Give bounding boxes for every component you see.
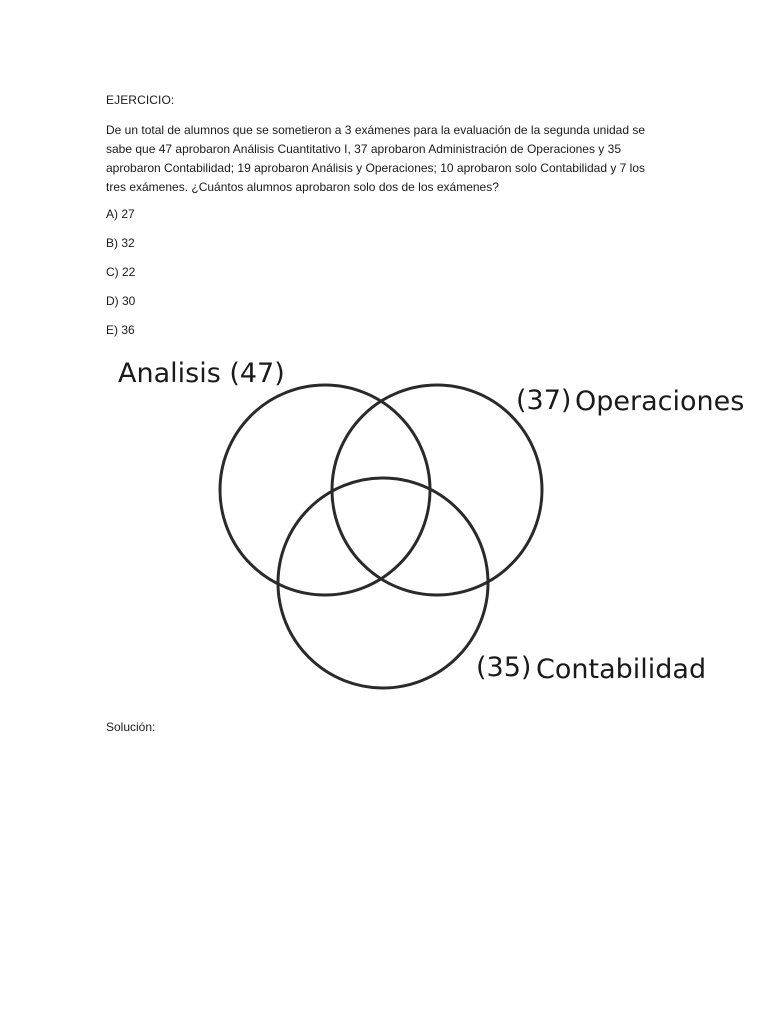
option-b: B) 32 xyxy=(106,236,135,250)
label-analisis: Analisis (47) xyxy=(118,358,285,389)
circle-operaciones xyxy=(332,385,542,595)
label-contabilidad-name: Contabilidad xyxy=(536,654,707,685)
solution-label: Solución: xyxy=(106,720,156,734)
venn-diagram xyxy=(0,340,768,710)
option-a: A) 27 xyxy=(106,207,135,221)
option-d: D) 30 xyxy=(106,294,136,308)
exercise-heading: EJERCICIO: xyxy=(106,93,175,107)
option-e: E) 36 xyxy=(106,323,135,337)
option-c: C) 22 xyxy=(106,265,136,279)
label-operaciones-name: Operaciones xyxy=(575,386,745,417)
circle-analisis xyxy=(220,385,430,595)
label-contabilidad-count: (35) xyxy=(476,652,532,683)
label-operaciones-count: (37) xyxy=(516,385,572,416)
circle-contabilidad xyxy=(278,478,488,688)
problem-statement: De un total de alumnos que se sometieron a 3 exámenes para la evaluación de la segunda unidad se sabe que 47 aprobaron Análisis Cuantitativo I, 37 aprobaron Administración de Operaciones y 35 aprobaron Contabilidad; 19 aprobaron Análisis y Operaciones; 10 aprobaron solo Contabilidad y 7 los tres exámenes. ¿Cuántos alumnos aprobaron solo dos de los exámenes? xyxy=(106,123,646,194)
